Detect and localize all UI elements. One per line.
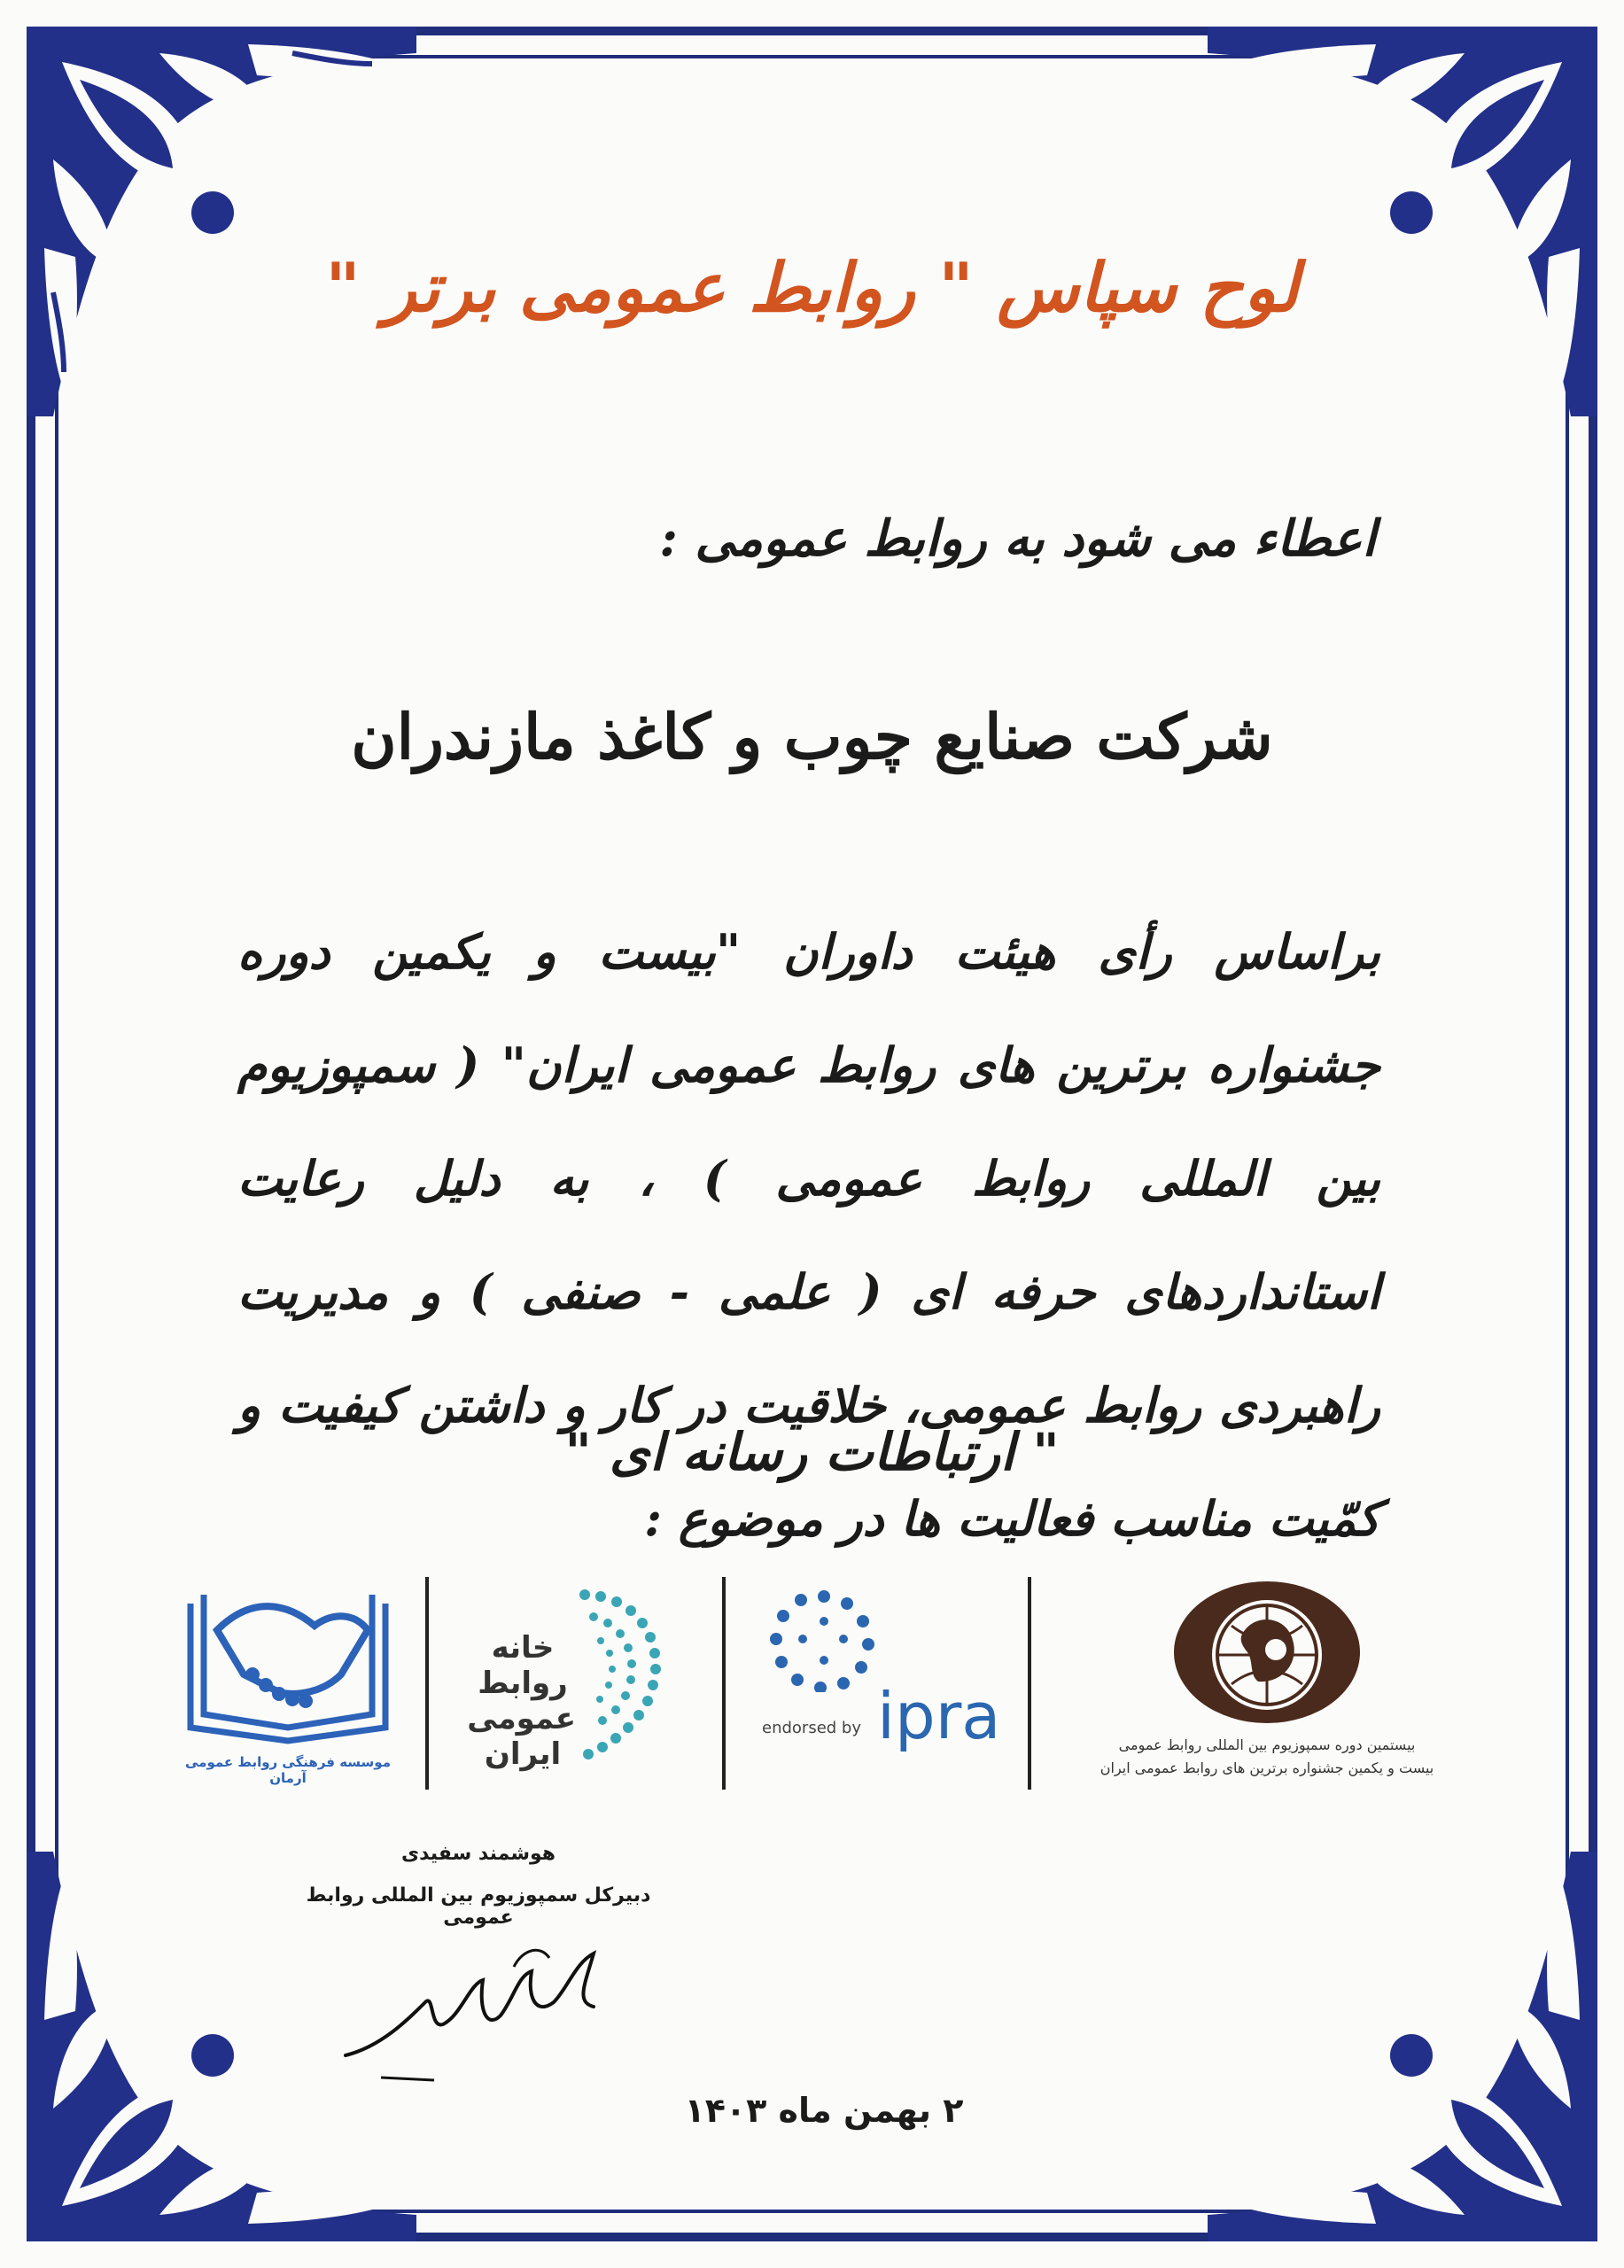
ornament-corner-icon — [1208, 1852, 1597, 2241]
logo-divider — [1028, 1577, 1031, 1790]
arman-caption: موسسه فرهنگی روابط عمومی آرمان — [184, 1754, 391, 1786]
symposium-line-2: بیست و یکمین جشنواره برترین های روابط عمومی ایران — [1100, 1759, 1434, 1776]
signer-block — [292, 1843, 664, 1929]
khane-wordmark — [467, 1630, 576, 1772]
award-topic: " ارتباطات رسانه ای " — [564, 1422, 1060, 1482]
khane-line-4: ایران — [484, 1736, 562, 1772]
ipra-endorsed-text: endorsed by — [762, 1719, 861, 1737]
khane-logo — [461, 1577, 673, 1798]
ornament-corner-icon — [1208, 27, 1597, 416]
certificate-title: لوح سپاس " روابط عمومی برتر " — [325, 248, 1299, 327]
ipra-people-circle-icon — [762, 1586, 886, 1692]
ipra-logo — [753, 1577, 1010, 1798]
logo-divider — [722, 1577, 726, 1790]
signature-icon — [328, 1931, 629, 2091]
certificate-date: ۲ بهمن ماه ۱۴۰۳ — [684, 2091, 964, 2130]
logo-divider — [425, 1577, 429, 1790]
symposium-line-1: بیستمین دوره سمپوزیوم بین المللی روابط عمومی — [1118, 1736, 1416, 1753]
khane-line-1: خانه — [491, 1630, 555, 1666]
khane-line-2: روابط — [478, 1666, 568, 1701]
signer-role: دبیرکل سمپوزیوم بین المللی روابط عمومی — [306, 1884, 651, 1929]
symposium-logo — [1072, 1577, 1462, 1798]
signer-name: هوشمند سفیدی — [400, 1843, 556, 1865]
granted-to-line: اعطاء می شود به روابط عمومی : — [659, 509, 1376, 568]
recipient-company: شرکت صنایع چوب و کاغذ مازندران — [351, 700, 1273, 773]
ipra-wordmark: ipra — [877, 1679, 1001, 1753]
globe-emblem-icon — [1169, 1577, 1364, 1728]
certificate-body: براساس رأی هیئت داوران "بیست و یکمین دوره جشنواره برترین های روابط عمومی ایران" ( سمپوزیوم بین المللی روابط عمومی ) ، به دلیل رعایت استانداردهای حرفه ای ( علمی - صنفی ) و مدیریت راهبردی روابط عمومی، خلاقیت در کار و داشتن کیفیت و کمّیت مناسب فعالیت ها در موضوع : — [237, 923, 1380, 1547]
khane-line-3: عمومی — [467, 1701, 576, 1736]
arman-logo — [168, 1577, 408, 1798]
handshake-book-icon — [182, 1577, 394, 1745]
logos-row — [168, 1577, 1462, 1807]
ornament-corner-icon — [27, 27, 416, 416]
